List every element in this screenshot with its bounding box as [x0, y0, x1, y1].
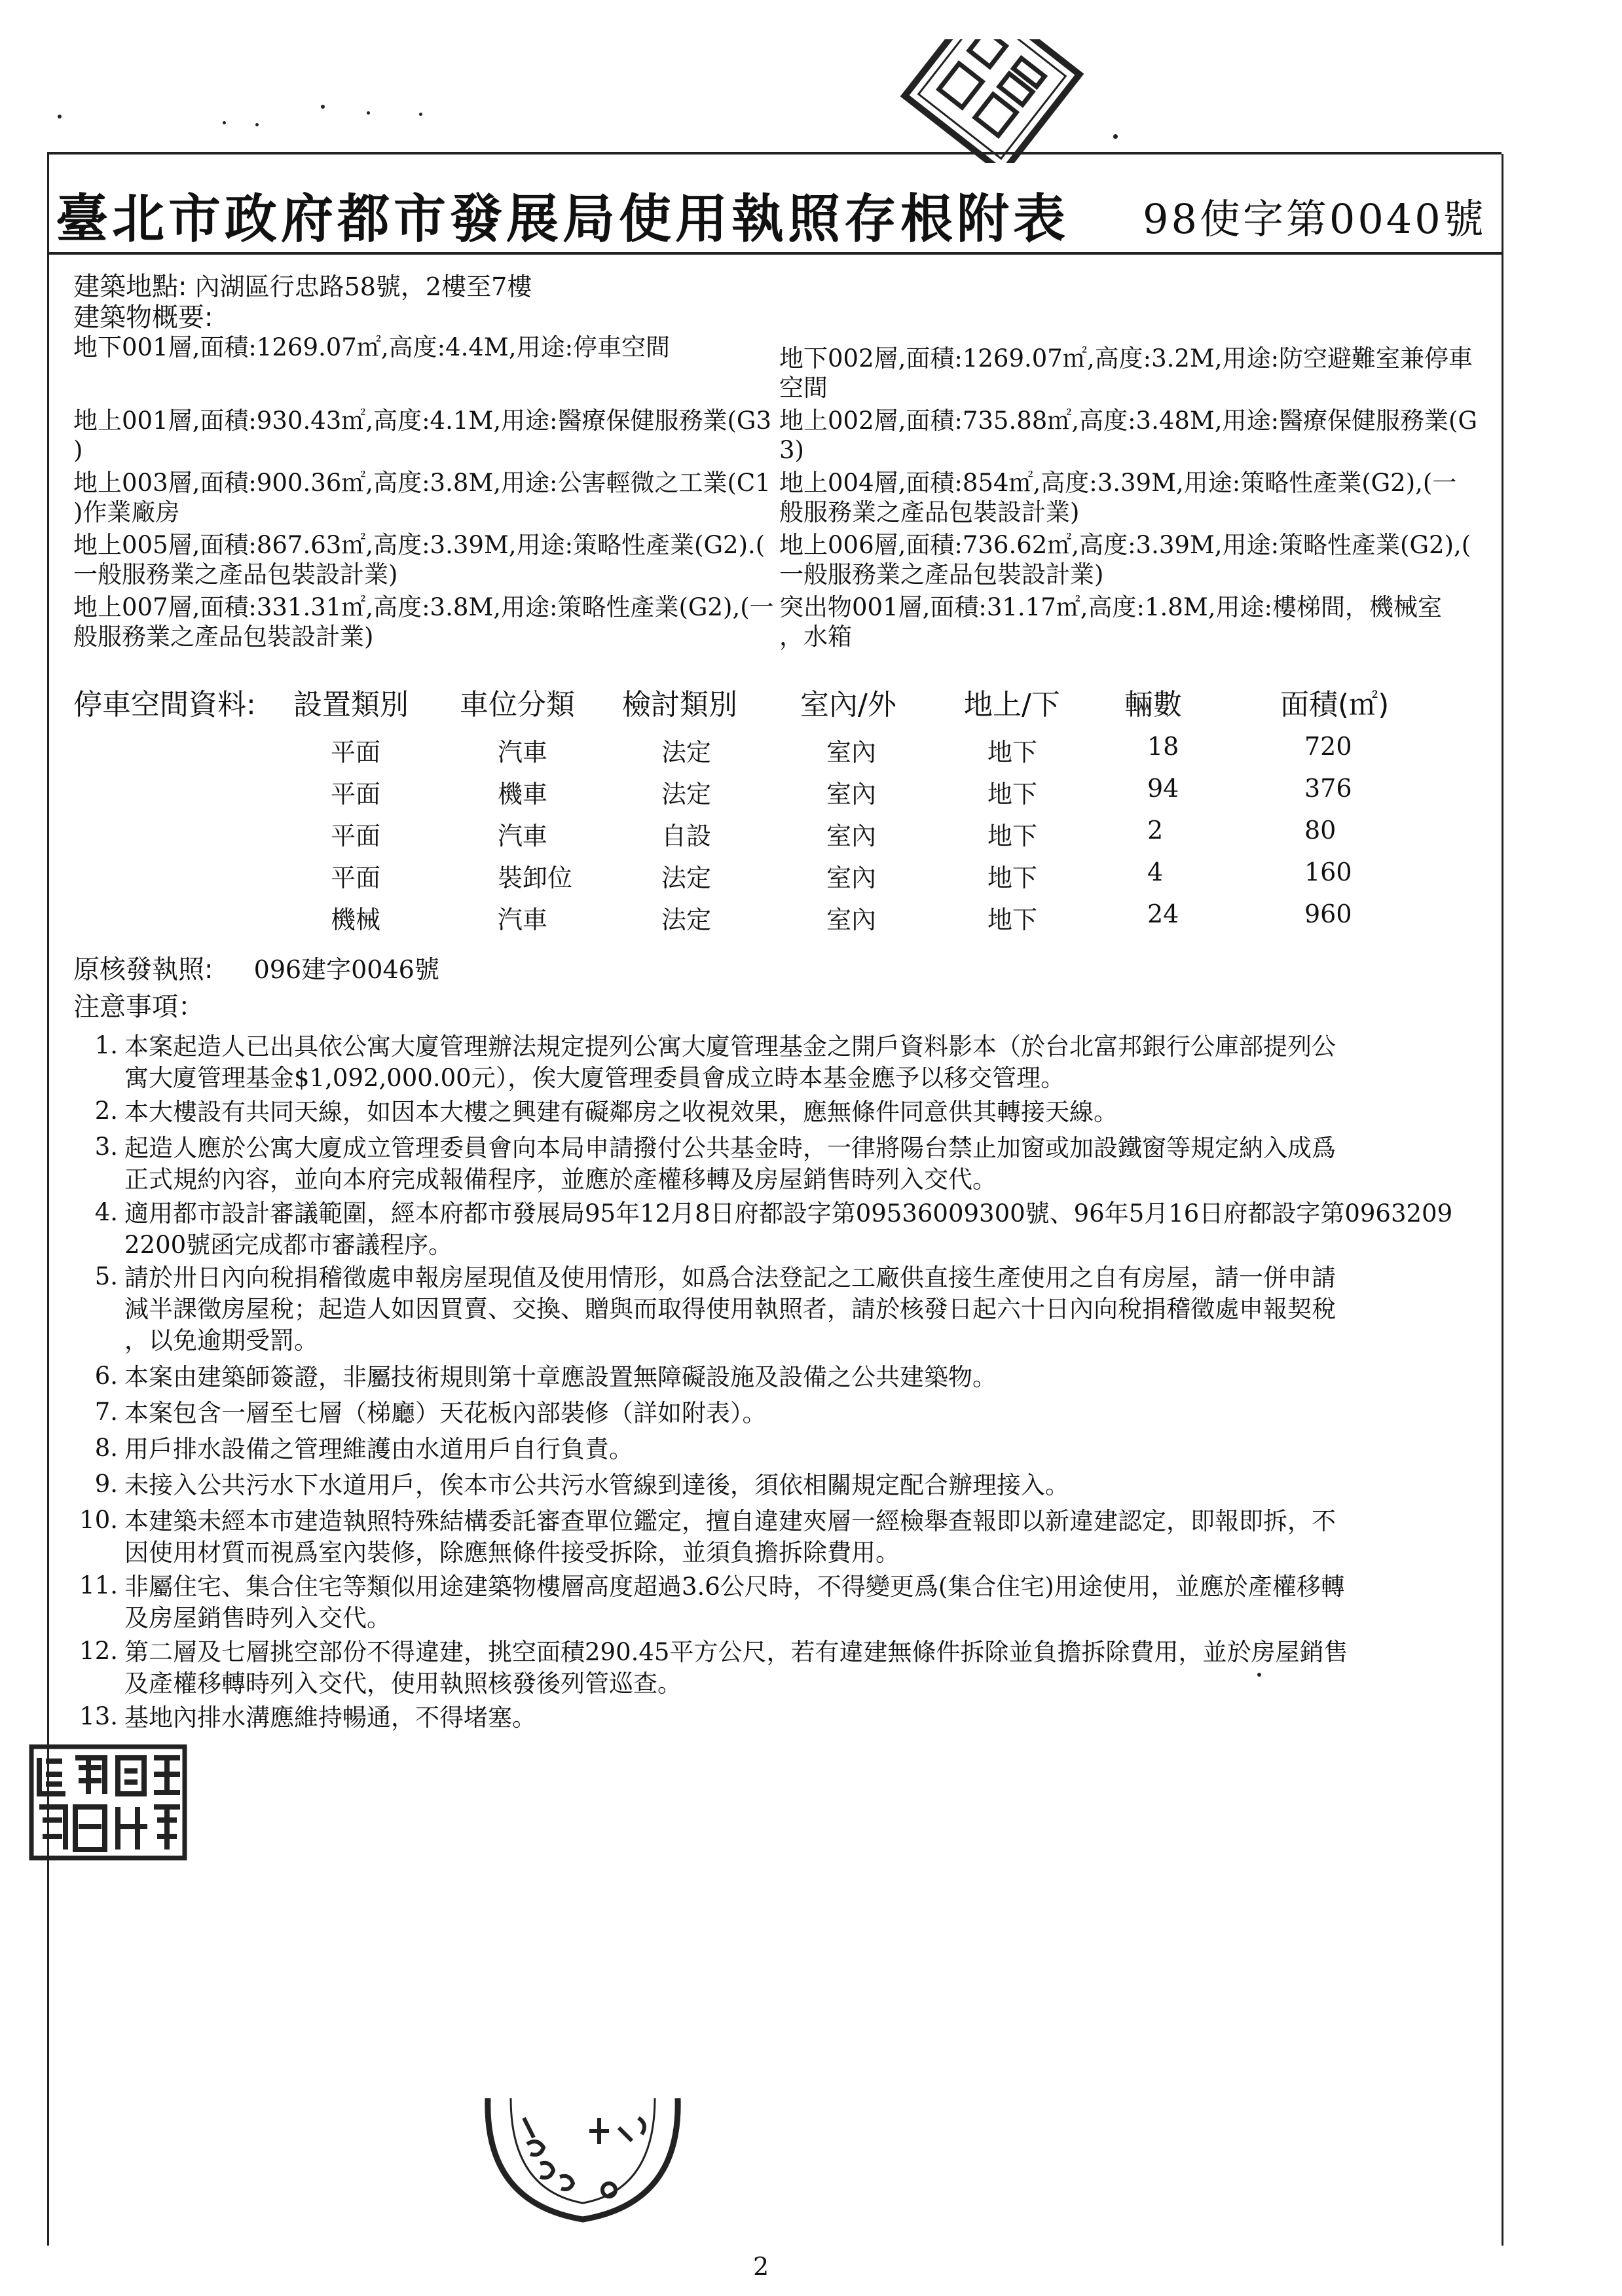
note-line: 正式規約內容，並向本府完成報備程序，並應於產權移轉及房屋銷售時列入交代。 — [124, 1165, 997, 1194]
speck — [1113, 134, 1118, 139]
floor-line: 3) — [779, 436, 804, 464]
note-line: 及房屋銷售時列入交代。 — [124, 1604, 391, 1632]
cell-indoor: 室內 — [826, 864, 877, 892]
site-row — [73, 272, 532, 302]
cell-count: 94 — [1147, 774, 1179, 803]
note-number: 8. — [94, 1434, 118, 1462]
floor-7f — [73, 592, 774, 651]
cell-level: 地下 — [987, 864, 1038, 892]
floor-2f — [779, 406, 1477, 465]
note-line: 適用都市設計審議範圍，經本府都市發展局95年12月8日府都設字第09536009300號、96年5月16日府都設字第0963209 — [124, 1199, 1453, 1228]
permit-number: 98使字第0040號 — [1143, 195, 1486, 243]
note-line: 本大樓設有共同天線，如因本大樓之興建有礙鄰房之收視效果，應無條件同意供其轉接天線。 — [124, 1098, 1118, 1126]
note-number: 4. — [94, 1198, 118, 1226]
cell-count: 4 — [1147, 858, 1164, 886]
cell-level: 地下 — [987, 738, 1038, 767]
cell-review: 法定 — [661, 864, 712, 892]
cell-type: 汽車 — [498, 738, 548, 767]
note-line: ，以免逾期受罰。 — [124, 1326, 318, 1355]
note-line: 減半課徵房屋稅；起造人如因買賣、交換、贈與而取得使用執照者，請於核發日起六十日內向稅捐稽徵處申報契稅 — [124, 1295, 1336, 1323]
parking-header-count: 輛數 — [1124, 688, 1182, 721]
cell-area: 376 — [1304, 774, 1352, 803]
note-number: 1. — [94, 1031, 118, 1059]
note-line: 請於卅日內向稅捐稽徵處申報房屋現值及使用情形，如爲合法登記之工廠供直接生產使用之自有房屋，請一併申請 — [124, 1264, 1336, 1292]
note-line: 本案起造人已出具依公寓大廈管理辦法規定提列公寓大廈管理基金之開戶資料影本（於台北富邦銀行公庫部提列公 — [124, 1032, 1336, 1061]
title-rule-top — [47, 152, 1502, 155]
floor-line: 般服務業之產品包裝設計業) — [779, 498, 1080, 526]
note-number: 5. — [94, 1262, 118, 1290]
parking-header-level: 地上/下 — [964, 688, 1060, 721]
note-line: 本建築未經本市建造執照特殊結構委託審查單位鑑定，擅自違建夾層一經檢舉查報即以新違建認定，即報即拆，不 — [124, 1507, 1336, 1535]
floor-line: 一般服務業之產品包裝設計業) — [73, 560, 398, 589]
cell-count: 2 — [1147, 816, 1164, 845]
cell-type: 汽車 — [498, 822, 548, 850]
cell-level: 地下 — [987, 780, 1038, 809]
document-title: 臺北市政府都市發展局使用執照存根附表 — [56, 189, 1069, 249]
note-number: 10. — [79, 1506, 118, 1534]
floor-6f — [779, 530, 1471, 589]
speck — [223, 121, 226, 124]
notes-label: 注意事項： — [73, 992, 204, 1022]
cell-area: 160 — [1304, 858, 1352, 886]
cell-indoor: 室內 — [826, 780, 877, 809]
cell-indoor: 室內 — [826, 905, 877, 934]
floor-line: 地上003層,面積:900.36㎡,高度:3.8M,用途:公害輕微之工業(C1 — [73, 469, 771, 497]
floor-line: 突出物001層,面積:31.17㎡,高度:1.8M,用途:樓梯間，機械室 — [779, 593, 1442, 621]
cell-review: 法定 — [661, 738, 712, 767]
seal-stamp-bottom-icon — [475, 2092, 691, 2226]
speck — [1257, 1673, 1261, 1677]
speck — [419, 113, 422, 116]
site-label: 建築地點: — [73, 272, 187, 302]
floor-3f — [73, 468, 771, 527]
floor-4f — [779, 468, 1456, 527]
speck — [58, 115, 62, 118]
floor-b2 — [779, 344, 1473, 403]
cell-setting: 平面 — [331, 864, 381, 892]
cell-count: 18 — [1147, 732, 1179, 761]
note-number: 11. — [79, 1571, 118, 1599]
note-line: 及產權移轉時列入交代，使用執照核發後列管巡查。 — [124, 1669, 682, 1698]
speck — [255, 123, 259, 126]
cell-setting: 平面 — [331, 780, 381, 809]
parking-label: 停車空間資料: — [73, 688, 256, 721]
cell-area: 960 — [1304, 900, 1352, 928]
floor-line: 地上005層,面積:867.63㎡,高度:3.39M,用途:策略性產業(G2).( — [73, 531, 765, 559]
original-permit-row — [73, 955, 439, 985]
floor-line: ，水箱 — [779, 623, 852, 651]
parking-header-indoor: 室內/外 — [800, 688, 896, 721]
note-number: 2. — [94, 1097, 118, 1125]
note-number: 12. — [79, 1637, 118, 1665]
floor-line: 地上002層,面積:735.88㎡,高度:3.48M,用途:醫療保健服務業(G — [779, 407, 1478, 435]
cell-type: 汽車 — [498, 905, 548, 934]
cell-setting: 平面 — [331, 738, 381, 767]
parking-header-area: 面積(㎡) — [1280, 688, 1390, 721]
note-number: 3. — [94, 1133, 118, 1161]
note-line: 基地內排水溝應維持暢通，不得堵塞。 — [124, 1704, 536, 1732]
floor-line: 空間 — [779, 374, 828, 402]
note-line: 第二層及七層挑空部份不得違建，挑空面積290.45平方公尺，若有違建無條件拆除並負擔拆除費用，並於房屋銷售 — [124, 1638, 1348, 1666]
cell-area: 720 — [1304, 732, 1352, 761]
floor-line: 般服務業之產品包裝設計業) — [73, 623, 374, 651]
note-line: 非屬住宅、集合住宅等類似用途建築物樓層高度超過3.6公尺時，不得變更爲(集合住宅)用途使用，並應於產權移轉 — [124, 1573, 1345, 1601]
cell-type: 機車 — [498, 780, 548, 809]
note-number: 9. — [94, 1470, 118, 1498]
floor-line: 地上007層,面積:331.31㎡,高度:3.8M,用途:策略性產業(G2),(一 — [73, 593, 774, 621]
note-line: 未接入公共污水下水道用戶，俟本市公共污水管線到達後，須依相關規定配合辦理接入。 — [124, 1471, 1069, 1499]
note-line: 用戶排水設備之管理維護由水道用戶自行負責。 — [124, 1435, 633, 1463]
note-number: 6. — [94, 1362, 118, 1390]
note-line: 因使用材質而視爲室內裝修，除應無條件接受拆除，並須負擔拆除費用。 — [124, 1539, 900, 1567]
page-number: 2 — [753, 2252, 769, 2281]
parking-header-setting: 設置類別 — [293, 688, 409, 721]
speck — [367, 111, 370, 115]
seal-stamp-top-icon — [868, 39, 1103, 170]
cell-setting: 機械 — [331, 905, 381, 934]
title-rule-bottom — [47, 252, 1502, 255]
cell-review: 法定 — [661, 905, 712, 934]
cell-area: 80 — [1304, 816, 1336, 845]
cell-review: 法定 — [661, 780, 712, 809]
floor-line: 一般服務業之產品包裝設計業) — [779, 560, 1104, 589]
note-line: 本案由建築師簽證，非屬技術規則第十章應設置無障礙設施及設備之公共建築物。 — [124, 1363, 997, 1391]
cell-review: 自設 — [661, 822, 712, 850]
cell-type: 裝卸位 — [498, 864, 573, 892]
floor-line: 地上001層,面積:930.43㎡,高度:4.1M,用途:醫療保健服務業(G3 — [73, 407, 772, 435]
cell-setting: 平面 — [331, 822, 381, 850]
seal-stamp-left-icon — [26, 1741, 190, 1863]
floor-roof — [779, 592, 1442, 651]
parking-header-review: 檢討類別 — [622, 688, 737, 721]
note-line: 本案包含一層至七層（梯廳）天花板內部裝修（詳如附表）。 — [124, 1399, 767, 1427]
overview-label: 建築物概要: — [73, 302, 213, 333]
note-line: 寓大廈管理基金$1,092,000.00元），俟大廈管理委員會成立時本基金應予以移交管理。 — [124, 1064, 1065, 1092]
note-number: 13. — [79, 1702, 118, 1730]
note-line: 2200號函完成都市審議程序。 — [124, 1231, 453, 1259]
site-value: 內湖區行忠路58號，2樓至7樓 — [194, 272, 532, 301]
original-permit-value: 096建字0046號 — [253, 955, 439, 984]
cell-indoor: 室內 — [826, 738, 877, 767]
floor-line: )作業廠房 — [73, 498, 180, 526]
floor-b1 — [73, 333, 670, 362]
original-permit-label: 原核發執照: — [73, 955, 213, 985]
parking-header-type: 車位分類 — [460, 688, 575, 721]
cell-indoor: 室內 — [826, 822, 877, 850]
note-line: 起造人應於公寓大廈成立管理委員會向本局申請撥付公共基金時，一律將陽台禁止加窗或加設鐵窗等規定納入成爲 — [124, 1134, 1336, 1162]
floor-line: 地下001層,面積:1269.07㎡,高度:4.4M,用途:停車空間 — [73, 333, 671, 361]
floor-line: ) — [73, 436, 83, 464]
note-number: 7. — [94, 1398, 118, 1426]
floor-line: 地上006層,面積:736.62㎡,高度:3.39M,用途:策略性產業(G2),( — [779, 531, 1471, 559]
cell-level: 地下 — [987, 822, 1038, 850]
floor-line: 地下002層,面積:1269.07㎡,高度:3.2M,用途:防空避難室兼停車 — [779, 344, 1473, 373]
floor-1f — [73, 406, 771, 465]
cell-level: 地下 — [987, 905, 1038, 934]
speck — [321, 105, 325, 109]
floor-line: 地上004層,面積:854㎡,高度:3.39M,用途:策略性產業(G2),(一 — [779, 469, 1457, 497]
cell-count: 24 — [1147, 900, 1179, 928]
floor-5f — [73, 530, 765, 589]
